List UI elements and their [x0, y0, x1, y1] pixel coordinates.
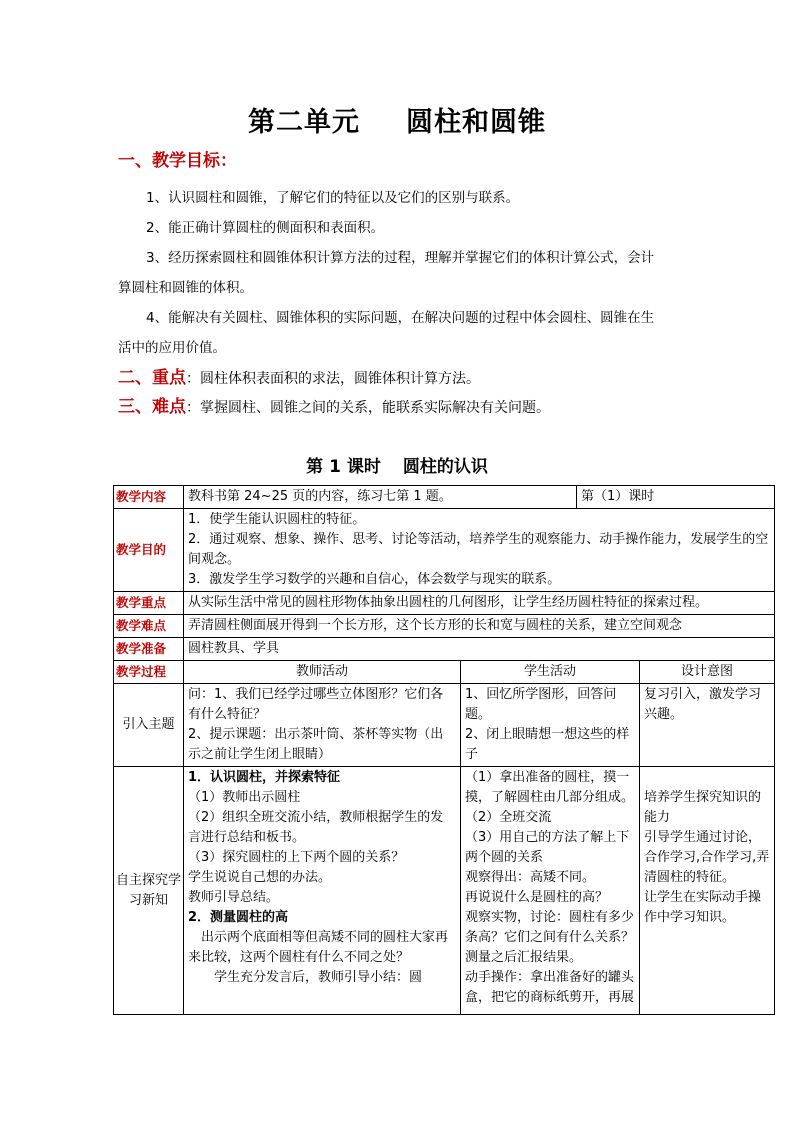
col-teacher: 教师活动 [184, 661, 461, 684]
intro-student: 1、回忆所学图形，回答问题。 2、闭上眼睛想一想这些的样子 [461, 684, 640, 767]
key-point-heading: 二、重点 [118, 368, 186, 388]
key-label: 教学重点 [114, 592, 184, 615]
prep-text: 圆柱教具、学具 [184, 638, 775, 661]
row-prep [114, 638, 775, 661]
prep-label: 教学准备 [114, 638, 184, 661]
unit-label: 第二单元 [248, 107, 360, 138]
unit-name: 圆柱和圆锥 [406, 107, 546, 138]
aim-item: 1．使学生能认识圆柱的特征。 [188, 512, 366, 527]
difficulty-heading: 三、难点 [118, 397, 186, 417]
page-title [0, 100, 794, 139]
lesson-name: 圆柱的认识 [402, 457, 488, 477]
goal-item-cont: 算圆柱和圆锥的体积。 [118, 280, 253, 296]
intro-intent: 复习引入，激发学习兴趣。 [640, 684, 775, 767]
teacher-subheading: 2．测量圆柱的高 [188, 910, 289, 925]
intro-teacher: 问：1、我们已经学过哪些立体图形？它们各有什么特征？ 2、提示课题：出示茶叶筒、茶杯等实物（出示之前让学生闭上眼睛） [184, 684, 461, 767]
process-label: 教学过程 [114, 661, 184, 684]
aim-label: 教学目的 [114, 509, 184, 592]
goal-item: 2、能正确计算圆柱的侧面积和表面积。 [146, 220, 385, 236]
difficulty-text: ：掌握圆柱、圆锥之间的关系，能联系实际解决有关问题。 [186, 400, 550, 416]
explore-intent: 培养学生探究知识的能力 引导学生通过讨论，合作学习,合作学习,弄清圆柱的特征。 让学生在实际动手操作中学习知识。 [640, 767, 775, 1015]
aims-cell [184, 509, 775, 592]
goals-heading: 一、教学目标 [118, 151, 220, 171]
goal-item: 4、能解决有关圆柱、圆锥体积的实际问题，在解决问题的过程中体会圆柱、圆锥在生 [146, 310, 655, 326]
lesson-period: 第 1 课时 [306, 457, 381, 477]
content-label: 教学内容 [114, 486, 184, 509]
stage-intro: 引入主题 [114, 684, 184, 767]
goal-item-cont: 活中的应用价值。 [118, 340, 226, 356]
col-intent: 设计意图 [640, 661, 775, 684]
aim-item: 3．激发学生学习数学的兴趣和自信心，体会数学与现实的联系。 [188, 572, 561, 587]
explore-student: （1）拿出准备的圆柱，摸一摸，了解圆柱由几部分组成。 （2）全班交流 （3）用自己的方法了解上下两个圆的关系 观察得出：高矮不同。 再说说什么是圆柱的高？ 观察实物，讨论：圆柱有多少条高？它们之间有什么关系？测量之后汇报结果。 动手操作：拿出准备好的罐头盒，把它的商标纸剪开，再展 [461, 767, 640, 1015]
row-content [114, 486, 775, 509]
row-explore [114, 767, 775, 1015]
lesson-plan-table [113, 485, 775, 1015]
period-text: 第（1）课时 [577, 486, 775, 509]
explore-teacher: 1．认识圆柱，并探索特征 （1）教师出示圆柱 （2）组织全班交流小结，教师根据学生的发言进行总结和板书。 （3）探究圆柱的上下两个圆的关系？ 学生说说自己想的办法。 教师引导总结。 2．测量圆柱的高 出示两个底面相等但高矮不同的圆柱大家再来比较，这两个圆柱有什么不同之处？ 学生充分发言后，教师引导小结：圆 [184, 767, 461, 1015]
row-difficulty [114, 615, 775, 638]
teacher-subheading: 1．认识圆柱，并探索特征 [188, 770, 341, 785]
diff-text: 弄清圆柱侧面展开得到一个长方形，这个长方形的长和宽与圆柱的关系，建立空间观念 [184, 615, 775, 638]
key-point-text: ：圆柱体积表面积的求法，圆锥体积计算方法。 [186, 371, 480, 387]
row-process-header [114, 661, 775, 684]
row-key [114, 592, 775, 615]
goal-item: 1、认识圆柱和圆锥，了解它们的特征以及它们的区别与联系。 [146, 190, 520, 206]
key-point-line [118, 363, 480, 388]
aim-item: 2．通过观察、想象、操作、思考、讨论等活动，培养学生的观察能力、动手操作能力，发展学生的空间观念。 [188, 532, 769, 567]
content-text: 教科书第 24~25 页的内容，练习七第 1 题。 [184, 486, 577, 509]
goal-item: 3、经历探索圆柱和圆锥体积计算方法的过程，理解并掌握它们的体积计算公式，会计 [146, 250, 655, 266]
stage-explore: 自主探究学习新知 [114, 767, 184, 1015]
row-aims [114, 509, 775, 592]
row-intro [114, 684, 775, 767]
diff-label: 教学难点 [114, 615, 184, 638]
goals-heading-line: 一、教学目标： [118, 151, 237, 171]
lesson-title [0, 452, 794, 477]
difficulty-line [118, 392, 550, 417]
key-text: 从实际生活中常见的圆柱形物体抽象出圆柱的几何图形，让学生经历圆柱特征的探索过程。 [184, 592, 775, 615]
goals-list [118, 184, 688, 362]
col-student: 学生活动 [461, 661, 640, 684]
